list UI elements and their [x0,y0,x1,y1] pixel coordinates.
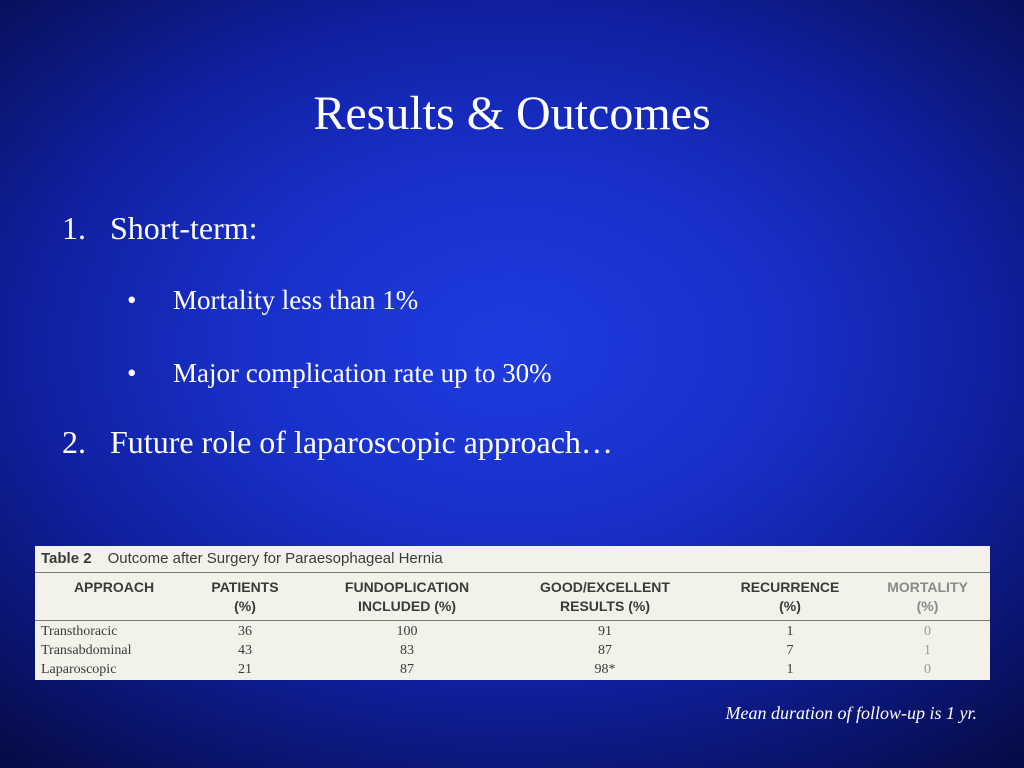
cell-fundoplication: 100 [396,624,418,639]
slide-title: Results & Outcomes [313,87,711,140]
follow-up-footnote: Mean duration of follow-up is 1 yr. [725,703,977,723]
cell-mortality: 1 [924,643,931,658]
cell-recurrence: 1 [786,662,794,677]
bullet-marker: • [127,285,137,315]
cell-approach: Transthoracic [41,624,118,639]
cell-mortality: 0 [924,624,931,639]
cell-good-excellent: 91 [598,624,612,639]
item-number: 2. [62,424,86,460]
cell-fundoplication: 83 [400,643,414,658]
header-mortality: MORTALITY (%) [887,579,968,614]
table-label: Table 2 [41,550,92,567]
header-fundoplication: FUNDOPLICATION INCLUDED (%) [344,579,470,614]
table-top-rule [35,572,990,573]
cell-fundoplication: 87 [400,662,414,677]
bullet-text: Mortality less than 1% [173,285,419,315]
cell-approach: Laparoscopic [41,662,117,677]
item-text: Short-term: [110,210,258,246]
bullet-mortality [127,287,418,314]
cell-good-excellent: 98* [594,662,616,677]
cell-approach: Transabdominal [41,643,132,658]
cell-patients: 21 [238,662,252,677]
item-text: Future role of laparoscopic approach… [110,424,613,460]
numbered-item-short-term [62,212,258,244]
cell-recurrence: 1 [786,624,794,639]
outcome-table-image [35,546,990,680]
numbered-item-laparoscopic [62,426,613,458]
bullet-text: Major complication rate up to 30% [173,358,552,388]
table-header-rule [35,620,990,621]
cell-good-excellent: 87 [598,643,612,658]
table-caption [41,550,443,567]
cell-recurrence: 7 [786,643,794,658]
cell-patients: 36 [238,624,252,639]
cell-patients: 43 [238,643,252,658]
header-recurrence: RECURRENCE (%) [740,579,840,614]
item-number: 1. [62,210,86,246]
bullet-complication-rate [127,360,552,387]
bullet-marker: • [127,358,137,388]
header-good-excellent: GOOD/EXCELLENT RESULTS (%) [540,579,670,614]
cell-mortality: 0 [924,662,931,677]
table-caption-text: Outcome after Surgery for Paraesophageal Hernia [107,550,443,567]
header-approach: APPROACH [73,579,155,595]
header-patients: PATIENTS (%) [211,579,279,614]
